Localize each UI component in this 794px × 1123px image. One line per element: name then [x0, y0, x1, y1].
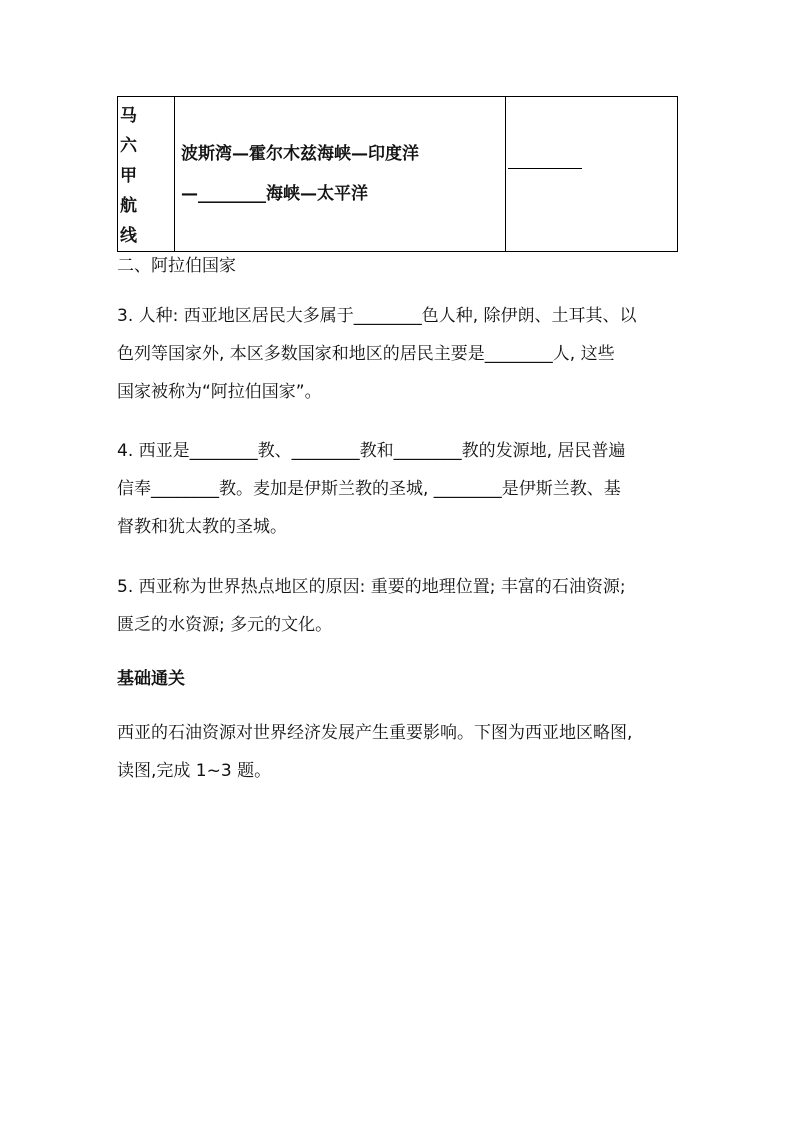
practice-title: 基础通关 [117, 669, 185, 689]
q4-line: 督教和犹太教的圣城。 [117, 517, 287, 537]
q4-line: 4. 西亚是________教、________教和________教的发源地, 居民普遍 [117, 441, 626, 461]
route-name-cell [118, 97, 175, 252]
answer-cell [506, 97, 678, 252]
q3-line: 国家被称为“阿拉伯国家”。 [117, 382, 322, 402]
route-name-line: 航线 [120, 196, 137, 246]
q5-line: 5. 西亚称为世界热点地区的原因: 重要的地理位置; 丰富的石油资源; [117, 577, 626, 597]
route-desc-cell [175, 97, 506, 252]
question-5 [117, 568, 687, 644]
route-description [175, 134, 505, 214]
section-title: 二、阿拉伯国家 [117, 256, 236, 276]
question-4 [117, 432, 687, 546]
route-desc-line: —________海峡—太平洋 [181, 184, 368, 204]
route-name-line: 马六 [120, 106, 137, 156]
route-name [118, 97, 142, 251]
q3-line: 色列等国家外, 本区多数国家和地区的居民主要是________人, 这些 [117, 344, 615, 364]
route-name-line: 甲 [120, 166, 137, 186]
intro-line: 西亚的石油资源对世界经济发展产生重要影响。下图为西亚地区略图, [117, 723, 633, 743]
intro-paragraph [117, 714, 687, 790]
intro-line: 读图,完成 1~3 题。 [117, 761, 272, 781]
answer-blank-line [508, 168, 582, 169]
question-3 [117, 297, 687, 411]
route-table [117, 96, 678, 252]
q3-line: 3. 人种: 西亚地区居民大多属于________色人种, 除伊朗、土耳其、以 [117, 306, 637, 326]
q5-line: 匮乏的水资源; 多元的文化。 [117, 615, 333, 635]
q4-line: 信奉________教。麦加是伊斯兰教的圣城, ________是伊斯兰教、基 [117, 479, 621, 499]
table-row [118, 97, 678, 252]
route-desc-line: 波斯湾—霍尔木兹海峡—印度洋 [181, 144, 419, 164]
